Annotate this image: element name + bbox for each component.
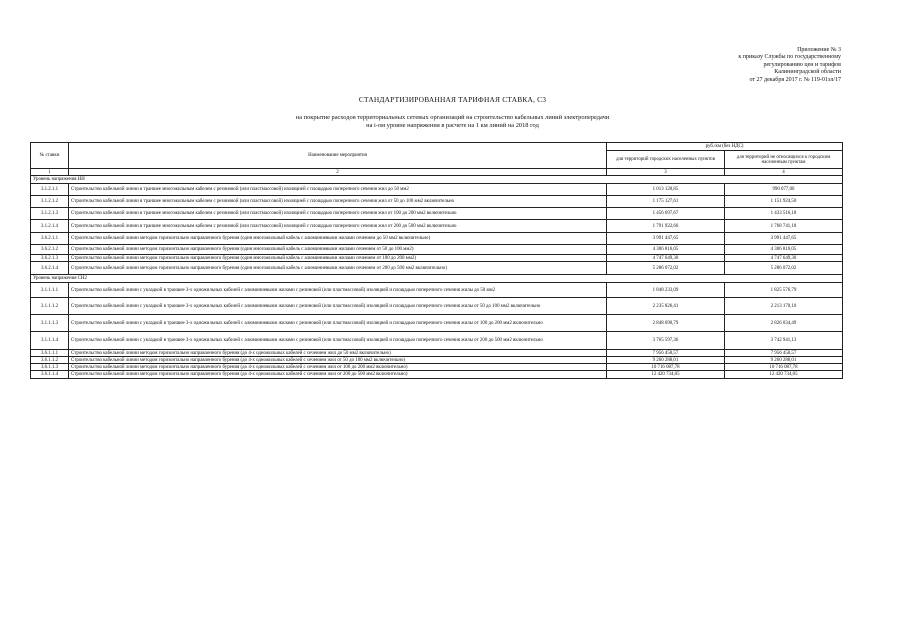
- column-number: 4: [724, 169, 842, 176]
- rate-urban-value: 1 791 922,66: [606, 220, 724, 233]
- rate-rural-value: 1 433 516,18: [724, 208, 842, 220]
- rate-rural-value: 9 260 288,01: [724, 357, 842, 364]
- header-units: руб./км (без НДС): [606, 143, 842, 151]
- rate-rural-value: 1 825 576,79: [724, 283, 842, 298]
- rate-rural-value: 1 768 741,18: [724, 220, 842, 233]
- rate-code: 3.1.2.1.2: [31, 196, 69, 208]
- rate-rural-value: 5 286 072,02: [724, 262, 842, 275]
- rate-code: 3.1.1.1.3: [31, 315, 69, 332]
- rate-code: 3.1.1.1.1: [31, 283, 69, 298]
- rate-code: 3.6.2.1.2: [31, 245, 69, 255]
- column-number: 1: [31, 169, 69, 176]
- rate-urban-value: 4 747 649,30: [606, 255, 724, 262]
- appendix-line: регулированию цен и тарифов: [763, 61, 841, 68]
- rate-code: 3.6.2.1.4: [31, 262, 69, 275]
- header-code: № ставки: [31, 143, 69, 169]
- rate-urban-value: 2 235 826,41: [606, 298, 724, 315]
- document-title: СТАНДАРТИЗИРОВАННАЯ ТАРИФНАЯ СТАВКА, С3: [358, 95, 547, 104]
- table-row: [31, 364, 843, 371]
- table-row: [31, 208, 843, 220]
- rate-rural-value: 12 420 734,05: [724, 371, 842, 379]
- appendix-line: к приказу Службы по государственному: [738, 54, 841, 61]
- table-row: [31, 245, 843, 255]
- column-numbers-row: [31, 169, 843, 176]
- rate-name: Строительство кабельной линии методом горизонтально направленного бурения (один многожильный кабель с алюминиевыми жилами сечением до 50 мм2 включительно): [69, 233, 607, 245]
- rate-name: Строительство кабельной линии методом горизонтально направленного бурения (один многожильный кабель с алюминиевыми жилами сечением от 100 до 200 мм2): [69, 255, 607, 262]
- table-row: [31, 350, 843, 357]
- rate-code: 3.1.2.1.4: [31, 220, 69, 233]
- rate-code: 3.6.1.1.2: [31, 357, 69, 364]
- rate-code: 3.1.1.1.2: [31, 298, 69, 315]
- rate-urban-value: 10 716 087,78: [606, 364, 724, 371]
- header-name: Наименование мероприятия: [69, 143, 607, 169]
- table-body: [31, 176, 843, 379]
- rate-urban-value: 4 306 816,05: [606, 245, 724, 255]
- subtitle-line: на i-ом уровне напряжения в расчете на 1 км линий на 2018 год: [366, 122, 539, 129]
- rate-code: 3.6.1.1.1: [31, 350, 69, 357]
- rate-code: 3.6.2.1.1: [31, 233, 69, 245]
- rate-name: Строительство кабельной линии в траншее многожильным кабелем с резиновой (или пластмассовой) изоляцией с площадью поперечного сечения жил до 50 мм2: [69, 184, 607, 196]
- rate-name: Строительство кабельной линии методом горизонтально направленного бурения (до 4-х одножильных кабелей с сечением жил до 50 мм2 включительно): [69, 350, 607, 357]
- rate-rural-value: 1 151 924,50: [724, 196, 842, 208]
- document-subtitle: [0, 114, 905, 130]
- rate-urban-value: 1 175 127,61: [606, 196, 724, 208]
- table-row: [31, 255, 843, 262]
- appendix-line: Приложение № 3: [797, 47, 841, 53]
- rate-urban-value: 3 765 597,36: [606, 332, 724, 350]
- appendix-line: от 27 декабря 2017 г. № 119-01эл/17: [749, 76, 841, 83]
- rate-rural-value: 7 956 458,57: [724, 350, 842, 357]
- table-row: [31, 332, 843, 350]
- rate-urban-value: 3 991 447,65: [606, 233, 724, 245]
- rate-urban-value: 12 420 734,05: [606, 371, 724, 379]
- rate-code: 3.6.1.1.4: [31, 371, 69, 379]
- table-row: [31, 357, 843, 364]
- rate-name: Строительство кабельной линии методом горизонтально направленного бурения (один многожильный кабель с алюминиевыми жилами сечением от 200 до 500 мм2 включительно): [69, 262, 607, 275]
- rate-rural-value: 2 213 170,10: [724, 298, 842, 315]
- rate-urban-value: 1 456 697,67: [606, 208, 724, 220]
- rate-rural-value: 2 826 034,49: [724, 315, 842, 332]
- rate-name: Строительство кабельной линии в траншее многожильным кабелем с резиновой (или пластмассовой) изоляцией с площадью поперечного сечения жил от 200 до 500 мм2 включительно: [69, 220, 607, 233]
- table-row: [31, 283, 843, 298]
- rate-name: Строительство кабельной линии с укладкой в траншее 3-х одножильных кабелей с алюминиевыми жилами с резиновой (или пластмассовой) изоляцией и площадью поперечного сечения жилы от 100 до 200 мм2 включительно: [69, 315, 607, 332]
- rate-urban-value: 5 286 072,02: [606, 262, 724, 275]
- section-row: [31, 176, 843, 184]
- appendix-line: Калининградской области: [774, 69, 841, 76]
- rate-name: Строительство кабельной линии с укладкой в траншее 3-х одножильных кабелей с алюминиевыми жилами с резиновой (или пластмассовой) изоляцией и площадью поперечного сечения жилы до 50 мм2: [69, 283, 607, 298]
- rate-rural-value: 3 991 447,65: [724, 233, 842, 245]
- header-row: [31, 143, 843, 151]
- rate-rural-value: 10 716 087,78: [724, 364, 842, 371]
- rate-urban-value: 7 956 458,57: [606, 350, 724, 357]
- rate-name: Строительство кабельной линии с укладкой в траншее 3-х одножильных кабелей с алюминиевыми жилами с резиновой (или пластмассовой) изоляцией и площадью поперечного сечения жилы от 200 до 500 мм2 включительно: [69, 332, 607, 350]
- table-row: [31, 184, 843, 196]
- rate-rural-value: 990 077,00: [724, 184, 842, 196]
- rate-code: 3.6.2.1.3: [31, 255, 69, 262]
- rate-rural-value: 4 306 816,05: [724, 245, 842, 255]
- rate-code: 3.6.1.1.3: [31, 364, 69, 371]
- column-number: 2: [69, 169, 607, 176]
- rate-name: Строительство кабельной линии в траншее многожильным кабелем с резиновой (или пластмассовой) изоляцией с площадью поперечного сечения жил от 100 до 200 мм2 включительно: [69, 208, 607, 220]
- table-row: [31, 196, 843, 208]
- rate-urban-value: 2 848 690,79: [606, 315, 724, 332]
- rate-code: 3.1.1.1.4: [31, 332, 69, 350]
- rate-code: 3.1.2.1.1: [31, 184, 69, 196]
- section-label: Уровень напряжения НН: [31, 176, 843, 184]
- rate-code: 3.1.2.1.3: [31, 208, 69, 220]
- table-row: [31, 298, 843, 315]
- rate-name: Строительство кабельной линии методом горизонтально направленного бурения (до 4-х одножильных кабелей с сечением жил от 50 до 100 мм2 включительно): [69, 357, 607, 364]
- table-row: [31, 371, 843, 379]
- rate-name: Строительство кабельной линии методом горизонтально направленного бурения (один многожильный кабель с алюминиевыми жилами сечением от 50 до 100 мм2): [69, 245, 607, 255]
- rate-urban-value: 9 260 288,01: [606, 357, 724, 364]
- rate-urban-value: 1 013 120,85: [606, 184, 724, 196]
- rate-name: Строительство кабельной линии методом горизонтально направленного бурения (до 4-х одножильных кабелей с сечением жил от 100 до 200 мм2 включительно): [69, 364, 607, 371]
- rate-name: Строительство кабельной линии с укладкой в траншее 3-х одножильных кабелей с алюминиевыми жилами с резиновой (или пластмассовой) изоляцией и площадью поперечного сечения жилы от 50 до 100 мм2 включительно: [69, 298, 607, 315]
- table-row: [31, 233, 843, 245]
- section-label: Уровень напряжения СН2: [31, 275, 843, 283]
- rate-urban-value: 1 848 233,09: [606, 283, 724, 298]
- header-rural: для территорий не относящихся к городским населенным пунктам: [724, 151, 842, 169]
- table-row: [31, 262, 843, 275]
- rate-rural-value: 4 747 649,30: [724, 255, 842, 262]
- appendix-header: [641, 47, 841, 84]
- subtitle-line: на покрытие расходов территориальных сетевых организаций на строительство кабельных линий электропередачи: [295, 114, 610, 121]
- table-row: [31, 220, 843, 233]
- section-row: [31, 275, 843, 283]
- column-number: 3: [606, 169, 724, 176]
- header-urban: для территорий городских населенных пунктов: [606, 151, 724, 169]
- rate-name: Строительство кабельной линии в траншее многожильным кабелем с резиновой (или пластмассовой) изоляцией с площадью поперечного сечения жил от 50 до 100 мм2 включительно: [69, 196, 607, 208]
- table-row: [31, 315, 843, 332]
- rate-name: Строительство кабельной линии методом горизонтально направленного бурения (до 4-х одножильных кабелей с сечением жил от 200 до 500 мм2 включительно): [69, 371, 607, 379]
- tariff-table: [30, 142, 843, 379]
- rate-rural-value: 3 742 941,13: [724, 332, 842, 350]
